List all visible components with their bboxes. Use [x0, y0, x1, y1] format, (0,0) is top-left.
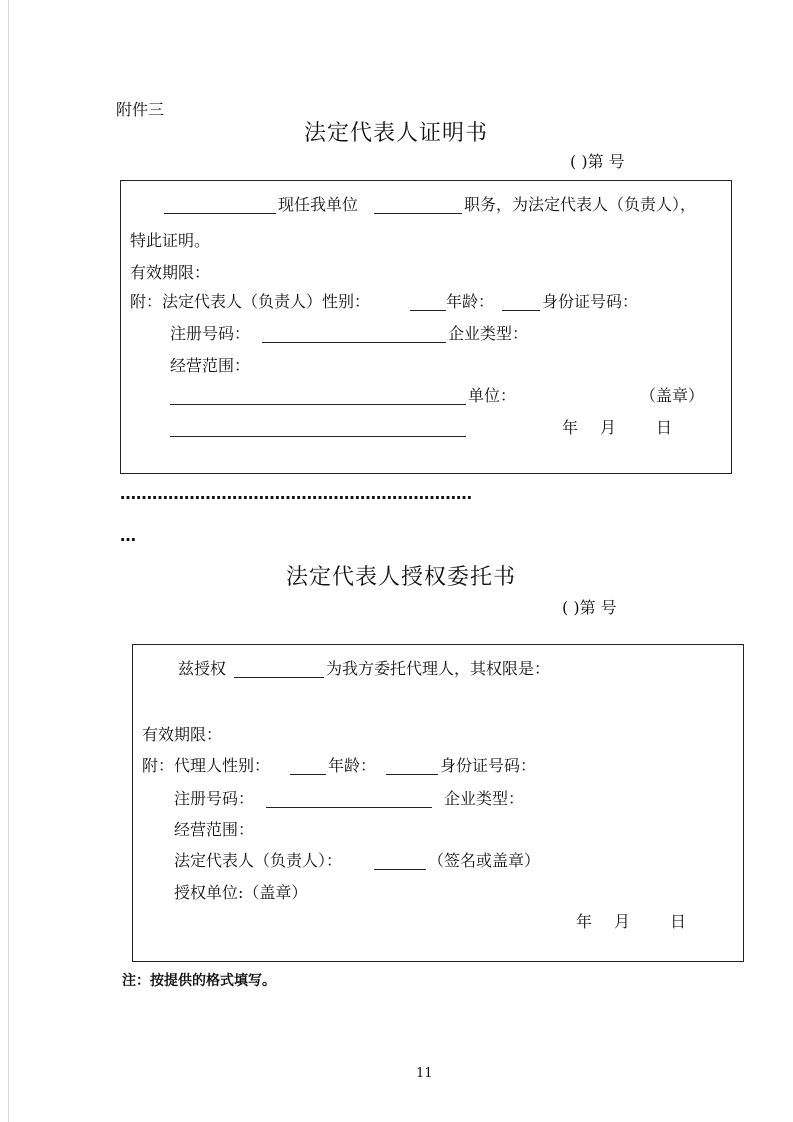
cert-line1-mid: 现任我单位 — [278, 195, 359, 214]
cert-year: 年 — [562, 418, 579, 437]
cert-month: 月 — [600, 418, 617, 437]
auth-attach-prefix: 附：代理人性别： — [142, 756, 271, 775]
cert-scope-label: 经营范围： — [170, 356, 251, 375]
cert-gender-blank[interactable] — [410, 310, 446, 311]
cert-title: 法定代表人证明书 — [304, 121, 489, 146]
auth-day: 日 — [670, 912, 687, 931]
auth-validity: 有效期限： — [142, 725, 223, 744]
auth-gender-blank[interactable] — [290, 774, 326, 775]
page-number: 11 — [416, 1066, 433, 1081]
cert-age-label: 年龄： — [446, 292, 495, 311]
cut-line-dots: ………………………………………………………… — [120, 486, 472, 502]
auth-age-blank[interactable] — [386, 774, 438, 775]
cert-age-blank[interactable] — [502, 310, 540, 311]
auth-sign-seal: （签名或盖章） — [428, 851, 541, 870]
auth-id-label: 身份证号码： — [440, 756, 537, 775]
cert-unit-label: 单位： — [468, 386, 517, 405]
auth-type-label: 企业类型： — [444, 789, 525, 808]
scan-edge — [8, 0, 9, 1122]
cert-scope-blank-1[interactable] — [170, 404, 466, 405]
auth-month: 月 — [614, 912, 631, 931]
auth-reg-blank[interactable] — [266, 807, 432, 808]
cut-line-dots-tail: … — [120, 526, 136, 545]
footnote: 注：按提供的格式填写。 — [122, 973, 276, 989]
auth-year: 年 — [576, 912, 593, 931]
cert-attach-prefix: 附：法定代表人（负责人）性别： — [130, 292, 371, 311]
cert-type-label: 企业类型： — [448, 324, 529, 343]
auth-legal-rep-blank[interactable] — [374, 869, 426, 870]
auth-title: 法定代表人授权委托书 — [286, 565, 517, 590]
auth-grant-prefix: 兹授权 — [178, 659, 227, 678]
cert-id-label: 身份证号码： — [542, 292, 639, 311]
cert-name-blank[interactable] — [164, 213, 276, 214]
cert-reg-blank[interactable] — [262, 342, 446, 343]
auth-number: ( )第 号 — [562, 598, 617, 617]
cert-seal: （盖章） — [640, 386, 705, 405]
auth-agent-blank[interactable] — [234, 677, 324, 678]
cert-position-blank[interactable] — [374, 213, 462, 214]
cert-line2: 特此证明。 — [130, 231, 211, 250]
auth-age-label: 年龄： — [328, 756, 377, 775]
cert-validity: 有效期限： — [130, 263, 211, 282]
auth-legal-rep-label: 法定代表人（负责人）： — [174, 851, 343, 870]
cert-reg-label: 注册号码： — [170, 324, 251, 343]
auth-unit-seal: 授权单位:（盖章） — [174, 883, 308, 902]
attachment-label: 附件三 — [116, 100, 165, 119]
auth-scope-label: 经营范围： — [174, 820, 255, 839]
cert-scope-blank-2[interactable] — [170, 436, 466, 437]
cert-line1-end: 职务，为法定代表人（负责人）， — [464, 195, 697, 214]
cert-day: 日 — [656, 418, 673, 437]
auth-grant-suffix: 为我方委托代理人，其权限是： — [326, 659, 551, 678]
cert-number: ( )第 号 — [570, 152, 625, 171]
auth-reg-label: 注册号码： — [174, 789, 255, 808]
